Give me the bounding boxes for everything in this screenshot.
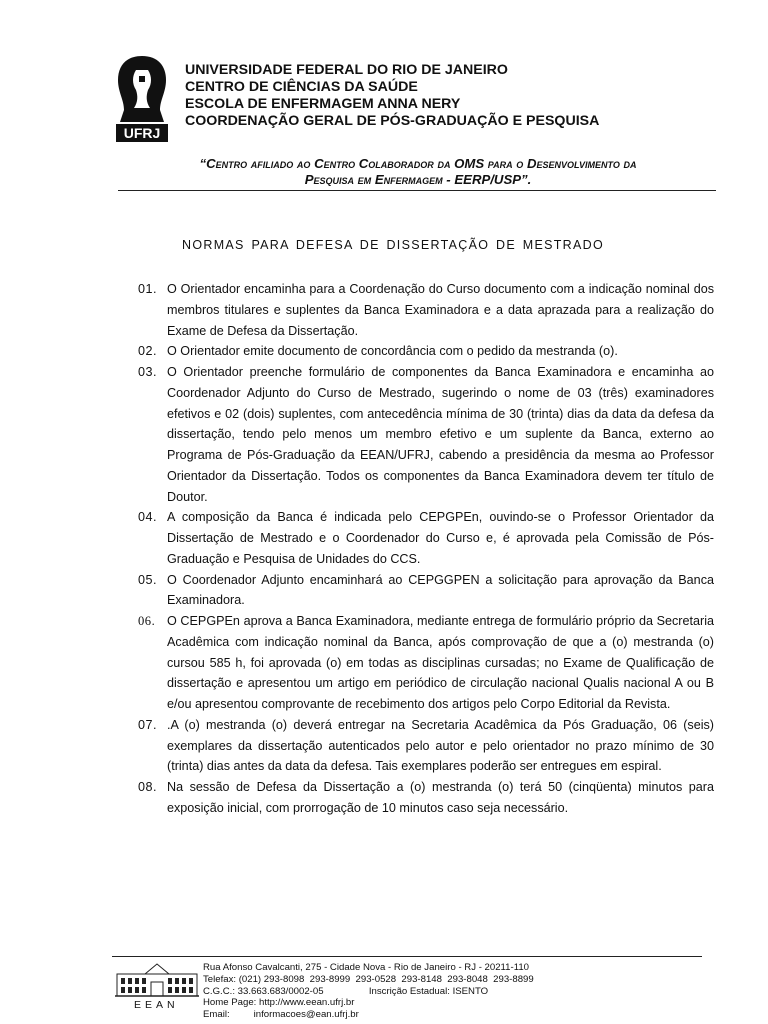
item-number: 06. [138, 614, 156, 628]
footer-contact [203, 962, 534, 1021]
footer-address: Rua Afonso Cavalcanti, 275 - Cidade Nova - Rio de Janeiro - RJ - 20211-110 [203, 962, 530, 973]
footer-homepage[interactable]: Home Page: http://www.eean.ufrj.br [203, 997, 355, 1009]
item-text: O Orientador preenche formulário de componentes da Banca Examinadora e encaminha ao Coordenador Adjunto do Curso de Mestrado, sugerindo o nome de 03 (três) examinadores efetivos e 02 (dois) suplentes, com antecedência mínima de 30 (trinta) dias da data da defesa da dissertação, tendo pelo menos um membro efetivo e um suplente da Banca, externo ao Programa de Pós-Graduação da EEAN/UFRJ, cabendo a presidência da mesma ao Professor Orientador da Dissertação. Todos os componentes da Banca Examinadora devem ter título de Doutor. [167, 365, 714, 504]
list-item [138, 279, 714, 341]
list-item [138, 507, 714, 569]
header-line: COORDENAÇÃO GERAL DE PÓS-GRADUAÇÃO E PESQUISA [185, 113, 600, 129]
footer-cgc: C.G.C.: 33.663.683/0002-05 Inscrição Estadual: ISENTO [203, 985, 489, 997]
list-item [138, 341, 714, 362]
item-text: .A (o) mestranda (o) deverá entregar na Secretaria Acadêmica da Pós Graduação, 06 (seis) exemplares da dissertação autenticados pelo autor e pelo orientador no prazo mínimo de 30 (trinta) dias antes da data da defesa. Tais exemplares poderão ser entregues em espiral. [167, 717, 714, 774]
list-item [138, 362, 714, 507]
header-line: UNIVERSIDADE FEDERAL DO RIO DE JANEIRO [185, 62, 508, 78]
item-text: A composição da Banca é indicada pelo CEPGPEn, ouvindo-se o Professor Orientador da Dissertação de Mestrado e o Coordenador do Curso e, é aprovada pela Comissão de Pós-Graduação e Pesquisa de Unidades do CCS. [167, 510, 714, 566]
footer-divider [112, 956, 702, 957]
ufrj-logo [112, 52, 172, 144]
item-text: O Orientador encaminha para a Coordenação do Curso documento com a indicação nominal dos membros titulares e suplentes da Banca Examinadora e a data aprazada para a realização do Exame de Defesa da Dissertação. [167, 282, 714, 338]
list-item [138, 777, 714, 819]
item-number: 04. [138, 510, 158, 525]
list-item [138, 715, 714, 777]
item-text: Na sessão de Defesa da Dissertação a (o) mestranda (o) terá 50 (cinqüenta) minutos para exposição inicial, com prorrogação de 10 minutos caso seja necessário. [167, 780, 714, 815]
footer-email[interactable]: Email: informacoes@ean.ufrj.br [203, 1009, 359, 1021]
item-number: 03. [138, 365, 158, 379]
item-number: 05. [138, 572, 158, 587]
header-line: ESCOLA DE ENFERMAGEM ANNA NERY [185, 96, 461, 112]
motto-line: “Centro afiliado ao Centro Colaborador da OMS para o Desenvolvimento da [199, 156, 637, 171]
header-divider [118, 190, 716, 191]
logo-text: UFRJ [123, 125, 161, 141]
list-item [138, 611, 714, 715]
document-title: NORMAS PARA DEFESA DE DISSERTAÇÃO DE MESTRADO [182, 238, 604, 252]
institution-header [185, 62, 599, 130]
item-text: O Orientador emite documento de concordância com o pedido da mestranda (o). [167, 344, 618, 359]
item-text: O Coordenador Adjunto encaminhará ao CEPGGPEN a solicitação para aprovação da Banca Examinadora. [167, 572, 714, 608]
list-item [138, 570, 714, 612]
footer-phones: Telefax: (021) 293-8098 293-8999 293-0528 293-8148 293-8048 293-8899 [203, 973, 534, 985]
motto-line: Pesquisa em Enfermagem - EERP/USP”. [304, 172, 532, 187]
footer-label: EEAN [134, 999, 179, 1011]
item-number: 01. [138, 282, 158, 296]
building-icon [115, 960, 199, 998]
item-number: 07. [138, 717, 158, 732]
item-number: 02. [138, 344, 158, 359]
item-number: 08. [138, 780, 158, 794]
header-line: CENTRO DE CIÊNCIAS DA SAÚDE [185, 79, 418, 95]
item-text: O CEPGPEn aprova a Banca Examinadora, mediante entrega de formulário próprio da Secretaria Acadêmica com indicação nominal da Banca, após comprovação de que a (o) mestranda (o) cursou 585 h, foi aprovada (o) em todas as disciplinas cursadas; no Exame de Qualificação de dissertação e apresentou um artigo em periódico de circulação nacional Qualis nacional A ou B e/ou apresentou comprovante de recebimento dos artigos pelo Corpo Editorial da Revista. [167, 614, 714, 711]
motto [118, 156, 718, 188]
rules-list [138, 279, 714, 819]
